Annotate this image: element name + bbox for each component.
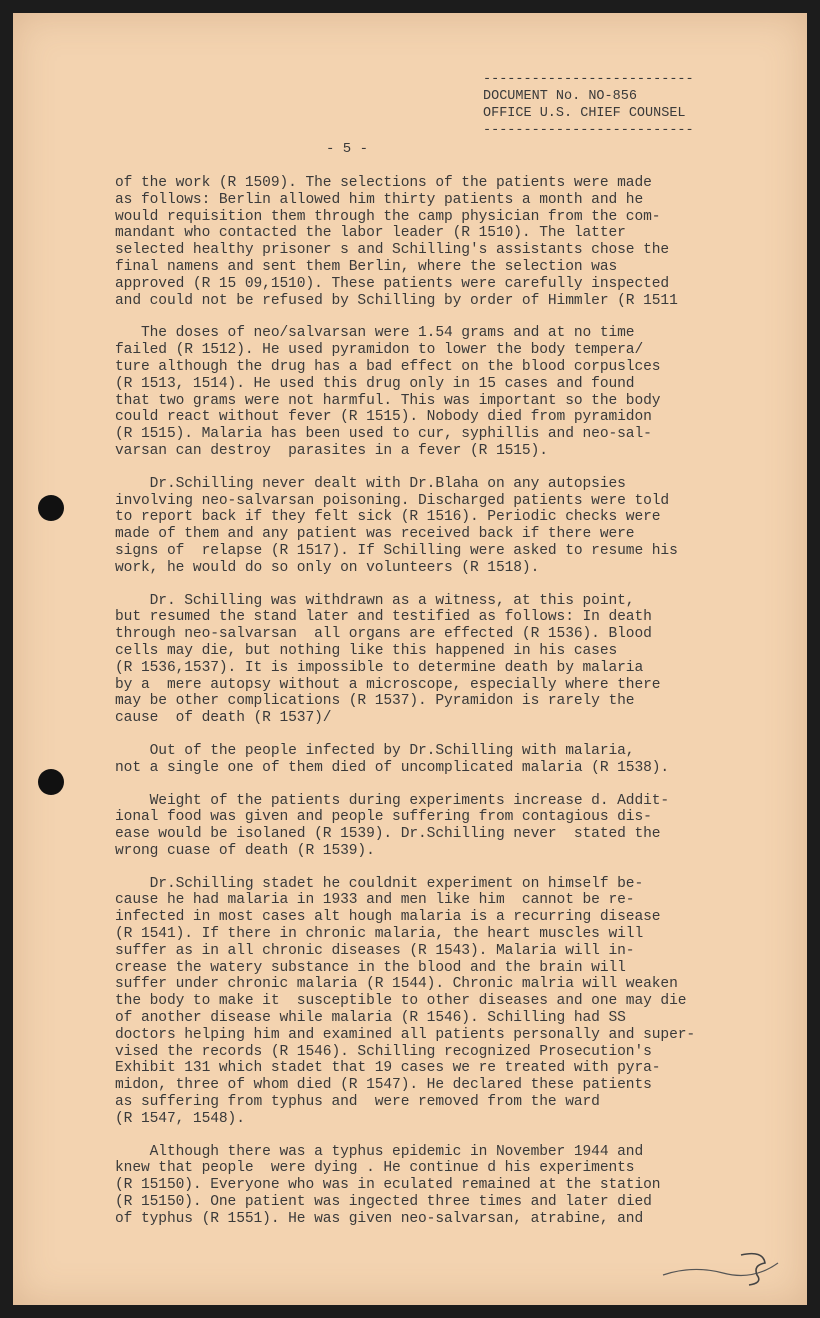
text-line: (R 1547, 1548). [115, 1110, 245, 1127]
text-line: Although there was a typhus epidemic in November 1944 and [115, 1143, 644, 1160]
document-page [13, 13, 807, 1305]
text-line: ease would be isolaned (R 1539). Dr.Schilling never stated the [115, 826, 661, 843]
text-line: failed (R 1512). He used pyramidon to lower the body tempera/ [115, 342, 644, 359]
text-line: The doses of neo/salvarsan were 1.54 grams and at no time [115, 325, 635, 342]
text-line: involving neo-salvarsan poisoning. Discharged patients were told [115, 492, 670, 509]
text-line: final namens and sent them Berlin, where the selection was [115, 258, 618, 275]
text-line: cells may die, but nothing like this happened in his cases [115, 642, 618, 659]
text-line: as follows: Berlin allowed him thirty patients a month and he [115, 191, 644, 208]
text-line: Out of the people infected by Dr.Schilling with malaria, [115, 742, 635, 759]
text-line: midon, three of whom died (R 1547). He declared these patients [115, 1077, 652, 1094]
header-rule-bottom: -------------------------- [483, 123, 694, 138]
text-line: (R 15150). One patient was ingected three times and later died [115, 1194, 652, 1211]
text-line: suffer as in all chronic diseases (R 1543). Malaria will in- [115, 942, 635, 959]
text-line: doctors helping him and examined all patients personally and super- [115, 1026, 696, 1043]
handwritten-mark [653, 1235, 783, 1295]
text-line: to report back if they felt sick (R 1516). Periodic checks were [115, 509, 661, 526]
text-line: could react without fever (R 1515). Nobody died from pyramidon [115, 409, 652, 426]
text-line: signs of relapse (R 1517). If Schilling were asked to resume his [115, 542, 678, 559]
document-header [483, 71, 743, 139]
document-number: DOCUMENT No. NO-856 [483, 89, 637, 104]
text-line: ture although the drug has a bad effect on the blood corpuslces [115, 358, 661, 375]
text-line: wrong cuase of death (R 1539). [115, 842, 375, 859]
text-line: suffer under chronic malaria (R 1544). Chronic malria will weaken [115, 976, 678, 993]
text-line: the body to make it susceptible to other diseases and one may die [115, 993, 687, 1010]
text-line: of another disease while malaria (R 1546). Schilling had SS [115, 1010, 626, 1027]
text-line: Dr.Schilling stadet he couldnit experiment on himself be- [115, 875, 644, 892]
text-line: (R 1515). Malaria has been used to cur, syphillis and neo-sal- [115, 426, 652, 443]
header-rule-top: -------------------------- [483, 72, 694, 87]
text-line: (R 15150). Everyone who was in eculated remained at the station [115, 1177, 661, 1194]
text-line: (R 1536,1537). It is impossible to determine death by malaria [115, 659, 644, 676]
text-line: cause of death (R 1537)/ [115, 710, 332, 727]
paragraph [115, 476, 765, 577]
text-line: but resumed the stand later and testified as follows: In death [115, 609, 652, 626]
paragraph [115, 876, 765, 1128]
paragraph [115, 325, 765, 459]
text-line: mandant who contacted the labor leader (R 1510). The latter [115, 225, 626, 242]
text-line: would requisition them through the camp physician from the com- [115, 208, 661, 225]
text-line: crease the watery substance in the blood and the brain will [115, 959, 626, 976]
text-line: of typhus (R 1551). He was given neo-salvarsan, atrabine, and [115, 1210, 644, 1227]
text-line: Exhibit 131 which stadet that 19 cases we re treated with pyra- [115, 1060, 661, 1077]
text-line: not a single one of them died of uncomplicated malaria (R 1538). [115, 759, 670, 776]
text-line: and could not be refused by Schilling by order of Himmler (R 1511 [115, 292, 678, 309]
paragraph [115, 1144, 765, 1228]
paragraph [115, 743, 765, 777]
text-line: Dr.Schilling never dealt with Dr.Blaha on any autopsies [115, 475, 626, 492]
text-line: work, he would do so only on volunteers (R 1518). [115, 559, 540, 576]
text-line: Dr. Schilling was withdrawn as a witness, at this point, [115, 592, 635, 609]
text-line: made of them and any patient was received back if there were [115, 526, 635, 543]
text-line: vised the records (R 1546). Schilling recognized Prosecution's [115, 1043, 652, 1060]
text-line: that two grams were not harmful. This was important so the body [115, 392, 661, 409]
text-line: Weight of the patients during experiments increase d. Addit- [115, 792, 670, 809]
punch-hole [38, 495, 64, 521]
text-line: as suffering from typhus and were removed from the ward [115, 1094, 600, 1111]
text-line: cause he had malaria in 1933 and men like him cannot be re- [115, 892, 635, 909]
document-body [115, 175, 765, 1244]
page-number: - 5 - [326, 141, 369, 157]
paragraph [115, 593, 765, 727]
text-line: selected healthy prisoner s and Schilling's assistants chose the [115, 242, 670, 259]
text-line: may be other complications (R 1537). Pyramidon is rarely the [115, 693, 635, 710]
text-line: of the work (R 1509). The selections of the patients were made [115, 175, 652, 191]
text-line: by a mere autopsy without a microscope, especially where there [115, 676, 661, 693]
punch-hole [38, 769, 64, 795]
text-line: (R 1513, 1514). He used this drug only in 15 cases and found [115, 375, 635, 392]
paragraph [115, 175, 765, 309]
text-line: infected in most cases alt hough malaria is a recurring disease [115, 909, 661, 926]
paragraph [115, 793, 765, 860]
text-line: knew that people were dying . He continue d his experiments [115, 1160, 635, 1177]
text-line: varsan can destroy parasites in a fever (R 1515). [115, 442, 548, 459]
text-line: (R 1541). If there in chronic malaria, the heart muscles will [115, 926, 644, 943]
text-line: approved (R 15 09,1510). These patients were carefully inspected [115, 275, 670, 292]
text-line: ional food was given and people suffering from contagious dis- [115, 809, 652, 826]
text-line: through neo-salvarsan all organs are effected (R 1536). Blood [115, 626, 652, 643]
office-line: OFFICE U.S. CHIEF COUNSEL [483, 106, 686, 121]
